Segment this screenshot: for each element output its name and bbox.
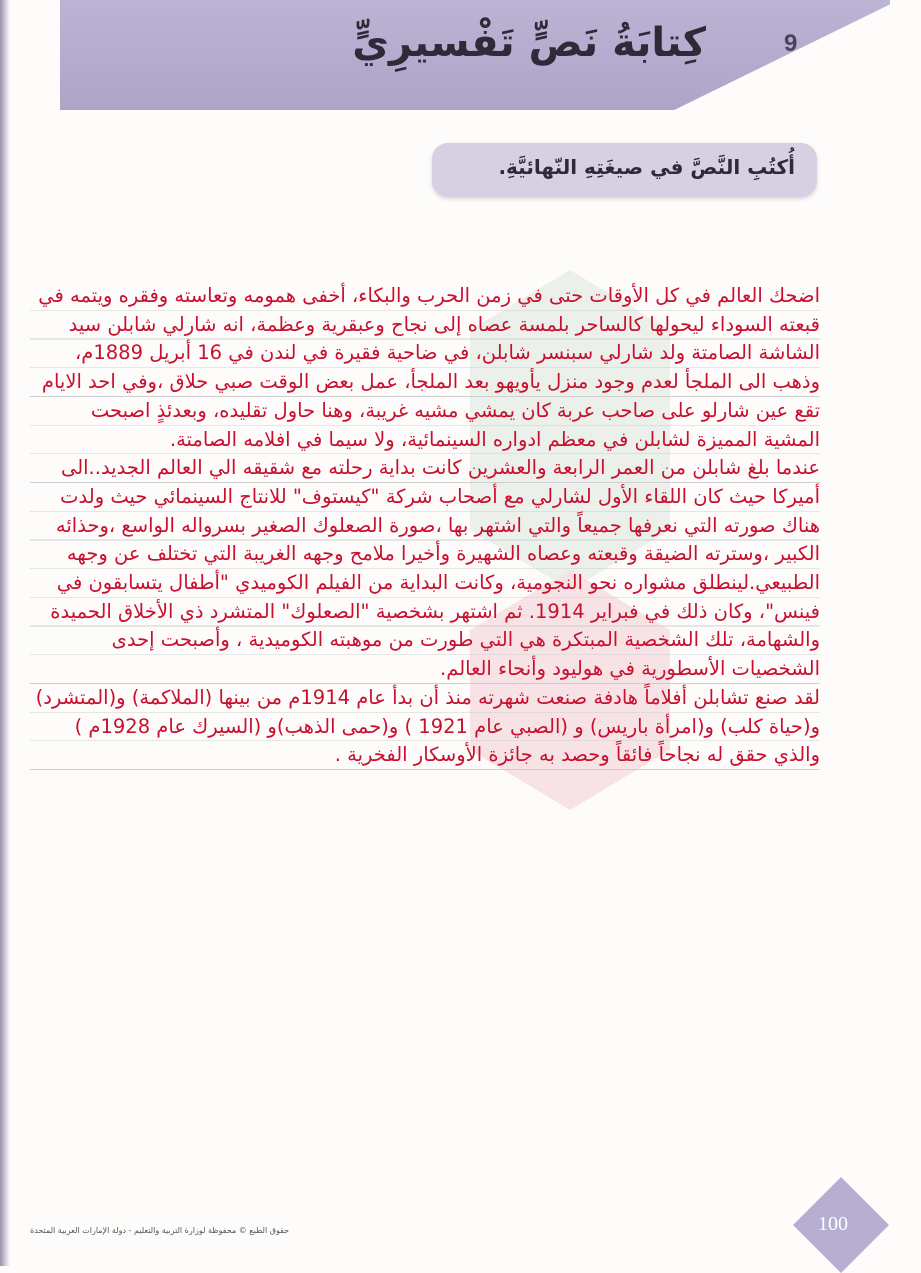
page-number: 100 <box>818 1213 848 1235</box>
page-title: كِتابَةُ نَصٍّ تَفْسيرِيٍّ <box>352 20 706 66</box>
lesson-number: 9 <box>784 30 798 57</box>
essay-paragraph-2: عندما بلغ شابلن من العمر الرابعة والعشرين كانت بداية رحلته مع شقيقه الي العالم الجديد..الى أميركا حيث كان اللقاء الأول لشارلي مع أصحاب شركة "كيستوف" للانتاج السينمائي حيث ولدت هناك صورته التي نعرفها جميعاً والتي اشتهر بها ،صورة الصعلوك الصغير بسرواله الواسع ،وحذائه الكبير ،وسترته الضيقة وقبعته وعصاه الشهيرة وأخيرا ملامح وجهه الغريبة التي تختلف عن وجهه الطبيعي.لينطلق مشواره نحو النجومية، وكانت البداية من الفيلم الكوميدي "أطفال يتسابقون في فينس"، وكان ذلك في فبراير 1914. ثم اشتهر بشخصية "الصعلوك" المتشرد ذي الأخلاق الحميدة والشهامة، تلك الشخصية المبتكرة هي التي طورت من موهبته الكوميدية ، وأصبحت إحدى الشخصيات الأسطورية في هوليود وأنحاء العالم. <box>50 456 820 681</box>
copyright-footer: حقوق الطبع © محفوظة لوزارة التربية والتعليم - دولة الإمارات العربية المتحدة <box>30 1226 290 1235</box>
essay-paragraph-1: اضحك العالم في كل الأوقات حتى في زمن الحرب والبكاء، أخفى همومه وتعاسته وفقره ويتمه في قبعته السوداء ليحولها كالساحر بلمسة عصاه إلى نجاح وعبقرية وعظمة، انه شارلي شابلن سيد الشاشة الصامتة ولد شارلي سبنسر شابلن، في ضاحية فقيرة في لندن في 16 أبريل 1889م، وذهب الى الملجأ لعدم وجود منزل يأويهو بعد الملجأ، عمل بعض الوقت صبي حلاق ،وفي احد الايام تقع عين شارلو على صاحب عربة كان يمشي مشيه غريبة، وهنا حاول تقليده، وبعدئذٍ اصبحت المشية المميزة لشابلن في معظم ادواره السينمائية، ولا سيما في افلامه الصامتة. <box>38 284 820 451</box>
instruction-box <box>432 143 817 197</box>
essay-paragraph-3: لقد صنع تشابلن أفلاماً هادفة صنعت شهرته منذ أن بدأ عام 1914م من بينها (الملاكمة) و(المتشرد) و(حياة كلب) و(امرأة باريس) و (الصبي عام 1921 ) و(حمى الذهب)و (السيرك عام 1928م ) والذي حقق له نجاحاً فائقاً وحصد به جائزة الأوسكار الفخرية . <box>35 685 820 767</box>
book-spine-shadow <box>0 0 10 1266</box>
instruction-text: أُكتُبِ النَّصَّ في صيغَتِهِ النّهائيَّةِ. <box>498 155 795 179</box>
essay-body <box>30 282 820 770</box>
